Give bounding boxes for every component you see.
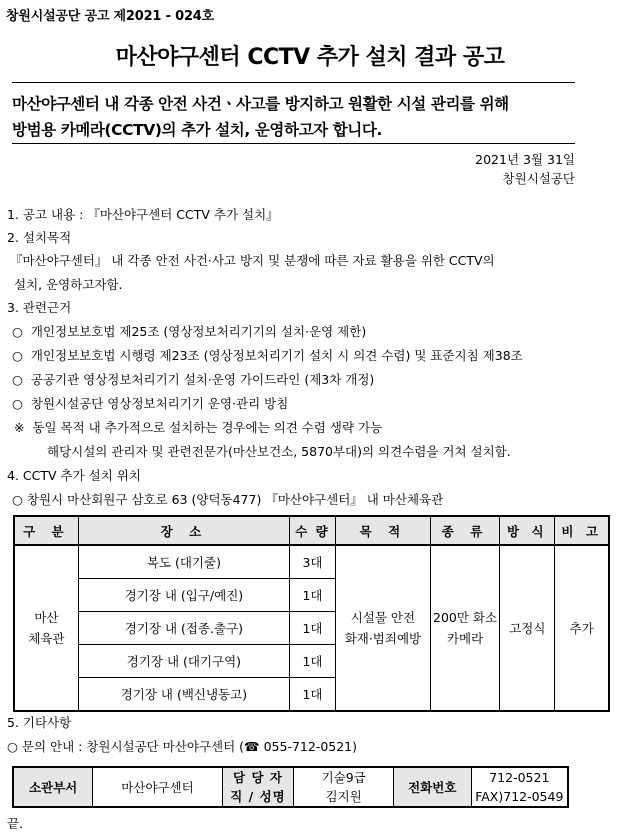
qty-cell: 1대	[290, 678, 336, 712]
purpose-statement	[12, 91, 509, 143]
contact-row	[13, 767, 568, 807]
dept-label: 소관부서	[13, 767, 93, 807]
law-item: ○ 공공기관 영상정보처리기기 설치·운영 가이드라인 (제3차 개정)	[12, 372, 375, 387]
place-cell: 복도 (대기줄)	[78, 545, 289, 579]
section-4-title: 4. CCTV 추가 설치 위치	[7, 468, 141, 483]
notice-date: 2021년 3월 31일	[475, 152, 575, 167]
qty-cell: 1대	[290, 579, 336, 612]
purpose-cell: 시설물 안전 화재·범죄예방	[335, 545, 430, 711]
note-continued: 해당시설의 관리자 및 관련전문가(마산보건소, 5870부대)의 의견수렴을 거쳐 설치함.	[47, 444, 511, 459]
law-item: ○ 개인정보보호법 제25조 (영상정보처리기기의 설치·운영 제한)	[12, 324, 367, 339]
place-cell: 경기장 내 (백신냉동고)	[78, 678, 289, 712]
note-mark-icon: ※	[14, 420, 25, 435]
law-item: ○ 개인정보보호법 시행령 제23조 (영상정보처리기기 설치 시 의견 수렴) 및 표준지침 제38조	[12, 348, 523, 363]
installation-table	[13, 515, 610, 712]
phone-value: 712-0521 FAX)712-0549	[471, 767, 568, 807]
place-cell: 경기장 내 (입구/예진)	[78, 579, 289, 612]
bottom-rule	[12, 143, 575, 144]
contact-table	[12, 766, 569, 808]
col-place: 장 소	[78, 516, 289, 545]
qty-cell: 1대	[290, 612, 336, 645]
section-2-text: 설치, 운영하고자함.	[14, 277, 123, 292]
bullet-icon: ○	[12, 372, 23, 387]
col-category: 구 분	[14, 516, 78, 545]
col-purpose: 목 적	[335, 516, 430, 545]
category-cell: 마산 체육관	[14, 545, 78, 711]
method-cell: 고정식	[500, 545, 555, 711]
page-title: 마산야구센터 CCTV 추가 설치 결과 공고	[115, 45, 505, 70]
person-value: 기술9급 김지원	[294, 767, 394, 807]
purpose-line: 마산야구센터 내 각종 안전 사건ㆍ사고를 방지하고 원활한 시설 관리를 위해	[12, 95, 509, 113]
phone-label: 전화번호	[393, 767, 471, 807]
col-type: 종 류	[430, 516, 499, 545]
law-item: ○ 창원시설공단 영상정보처리기기 운영·관리 방침	[12, 396, 289, 411]
person-label: 담 당 자 직 / 성명	[222, 767, 294, 807]
issuer: 창원시설공단	[502, 171, 575, 186]
dept-value: 마산야구센터	[93, 767, 222, 807]
place-cell: 경기장 내 (접종.출구)	[78, 612, 289, 645]
section-3-title: 3. 관련근거	[7, 300, 72, 315]
section-2-text: 『마산야구센터』 내 각종 안전 사건·사고 방지 및 분쟁에 따른 자료 활용을 위한 CCTV의	[10, 253, 495, 268]
col-remark: 비 고	[555, 516, 609, 545]
table-row	[14, 545, 609, 579]
end-mark: 끝.	[7, 816, 24, 831]
section-5-title: 5. 기타사항	[7, 715, 72, 730]
bullet-icon: ○	[12, 324, 23, 339]
qty-cell: 1대	[290, 645, 336, 678]
col-method: 방 식	[500, 516, 555, 545]
inquiry-info: ○ 문의 안내 : 창원시설공단 마산야구센터 (☎ 055-712-0521)	[7, 739, 358, 754]
notice-number: 창원시설공단 공고 제2021 - 024호	[6, 9, 214, 24]
purpose-line: 방범용 카메라(CCTV)의 추가 설치, 운영하고자 합니다.	[12, 121, 382, 139]
install-location: ○ 창원시 마산회원구 삼호로 63 (양덕동477) 『마산야구센터』 내 마산체육관	[12, 492, 444, 507]
section-1: 1. 공고 내용 : 『마산야구센터 CCTV 추가 설치』	[7, 207, 279, 222]
section-2-title: 2. 설치목적	[7, 230, 72, 245]
qty-cell: 3대	[290, 545, 336, 579]
remark-cell: 추가	[555, 545, 609, 711]
note: ※ 동일 목적 내 추가적으로 설치하는 경우에는 의견 수렴 생략 가능	[14, 420, 383, 435]
type-cell: 200만 화소 카메라	[430, 545, 499, 711]
table-header-row	[14, 516, 609, 545]
col-qty: 수 량	[290, 516, 336, 545]
top-rule	[12, 82, 575, 83]
place-cell: 경기장 내 (대기구역)	[78, 645, 289, 678]
bullet-icon: ○	[12, 348, 23, 363]
bullet-icon: ○	[12, 396, 23, 411]
